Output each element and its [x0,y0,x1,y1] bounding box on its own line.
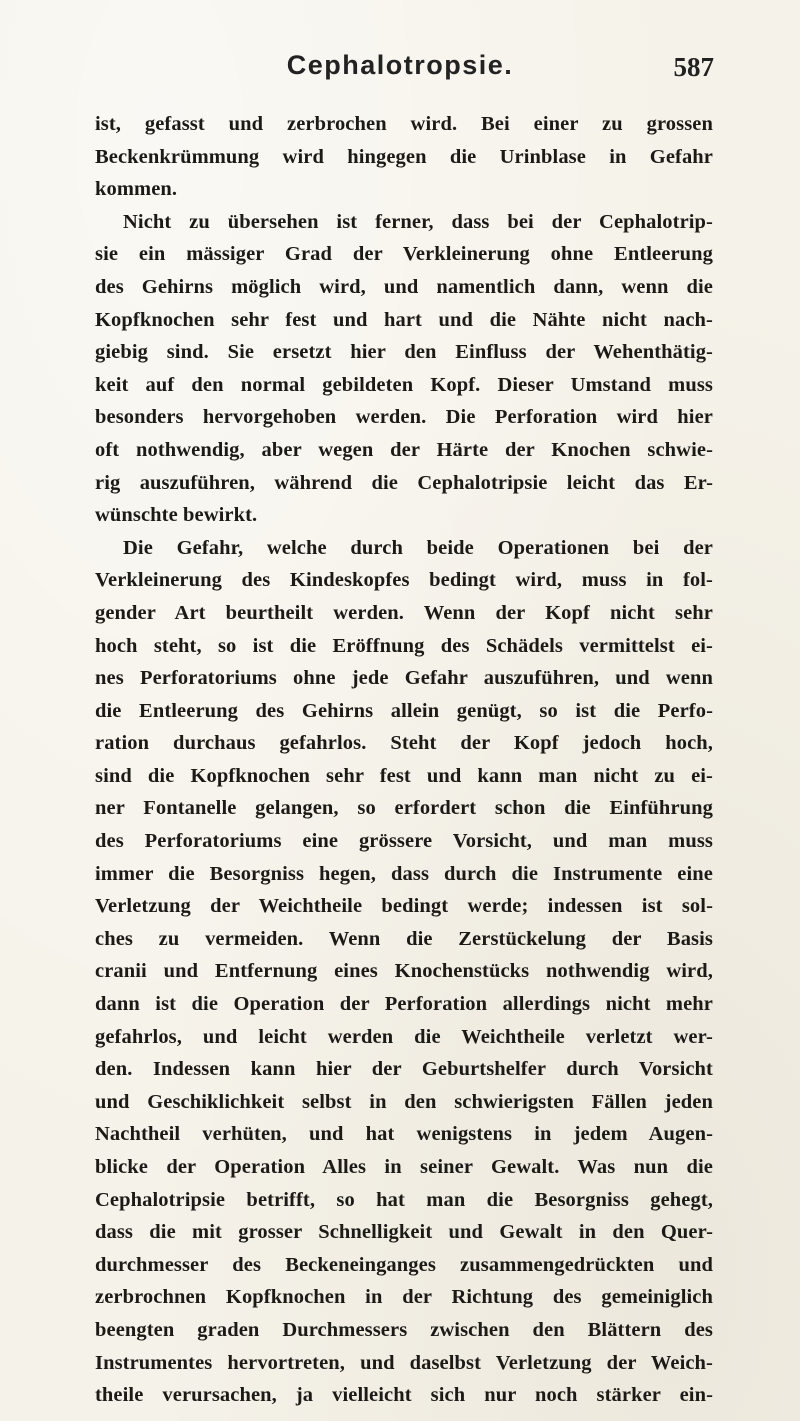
text-line: kommen. [95,178,178,201]
text-line: dass die mit grosser Schnelligkeit und Gewalt in den Quer- [95,1221,713,1244]
text-line: und Geschiklichkeit selbst in den schwierigsten Fällen jeden [95,1090,713,1113]
text-line: oft nothwendig, aber wegen der Härte der Knochen schwie- [95,438,713,461]
text-line: des Gehirns möglich wird, und namentlich dann, wenn die [95,275,713,298]
text-line: immer die Besorgniss hegen, dass durch die Instrumente eine [95,862,713,885]
text-line: des Perforatoriums eine grössere Vorsicht, und man muss [95,830,713,853]
text-line: Die Gefahr, welche durch beide Operationen bei der [123,536,713,559]
text-line: den. Indessen kann hier der Geburtshelfer durch Vorsicht [95,1058,713,1081]
text-line: Verkleinerung des Kindeskopfes bedingt wird, muss in fol- [95,569,713,592]
body-text [95,108,713,1412]
text-line: theile verursachen, ja vielleicht sich nur noch stärker ein- [95,1384,713,1407]
text-line: zerbrochnen Kopfknochen in der Richtung des gemeiniglich [95,1286,713,1309]
text-line: gefahrlos, und leicht werden die Weichtheile verletzt wer- [95,1025,713,1048]
text-line: die Entleerung des Gehirns allein genügt, so ist die Perfo- [95,699,713,722]
text-line: hoch steht, so ist die Eröffnung des Schädels vermittelst ei- [95,634,713,657]
text-line: Nicht zu übersehen ist ferner, dass bei der Cephalotrip- [123,210,713,233]
text-line: giebig sind. Sie ersetzt hier den Einfluss der Wehenthätig- [95,341,713,364]
text-line: beengten graden Durchmessers zwischen den Blättern des [95,1318,713,1341]
text-line: Cephalotripsie betrifft, so hat man die Besorgniss gehegt, [95,1188,713,1211]
text-line: durchmesser des Beckeneinganges zusammengedrückten und [95,1253,713,1276]
page-header [0,50,800,90]
text-line: ist, gefasst und zerbrochen wird. Bei einer zu grossen [95,113,713,135]
text-line: Kopfknochen sehr fest und hart und die Nähte nicht nach- [95,308,713,331]
text-line: sind die Kopfknochen sehr fest und kann man nicht zu ei- [95,764,713,787]
page-number: 587 [673,52,714,82]
text-line: besonders hervorgehoben werden. Die Perforation wird hier [95,406,713,429]
text-line: ches zu vermeiden. Wenn die Zerstückelung der Basis [95,927,713,950]
text-line: gender Art beurtheilt werden. Wenn der Kopf nicht sehr [95,601,713,624]
text-line: ner Fontanelle gelangen, so erfordert schon die Einführung [95,797,713,820]
text-line: Instrumentes hervortreten, und daselbst Verletzung der Weich- [95,1351,713,1374]
text-line: Verletzung der Weichtheile bedingt werde; indessen ist sol- [95,895,713,918]
text-line: rig auszuführen, während die Cephalotripsie leicht das Er- [95,471,713,494]
text-line: nes Perforatoriums ohne jede Gefahr auszuführen, und wenn [95,667,713,690]
text-line: cranii und Entfernung eines Knochenstücks nothwendig wird, [95,960,713,983]
text-line: ration durchaus gefahrlos. Steht der Kopf jedoch hoch, [95,732,713,755]
running-title: Cephalotropsie. [286,50,514,80]
text-line: Beckenkrümmung wird hingegen die Urinblase in Gefahr [95,145,713,168]
text-line: blicke der Operation Alles in seiner Gewalt. Was nun die [95,1156,713,1178]
text-line: dann ist die Operation der Perforation allerdings nicht mehr [95,993,713,1016]
text-line: Nachtheil verhüten, und hat wenigstens in jedem Augen- [95,1123,713,1146]
text-line: wünschte bewirkt. [95,504,258,527]
text-line: sie ein mässiger Grad der Verkleinerung ohne Entleerung [95,243,713,266]
text-line: keit auf den normal gebildeten Kopf. Dieser Umstand muss [95,373,713,396]
